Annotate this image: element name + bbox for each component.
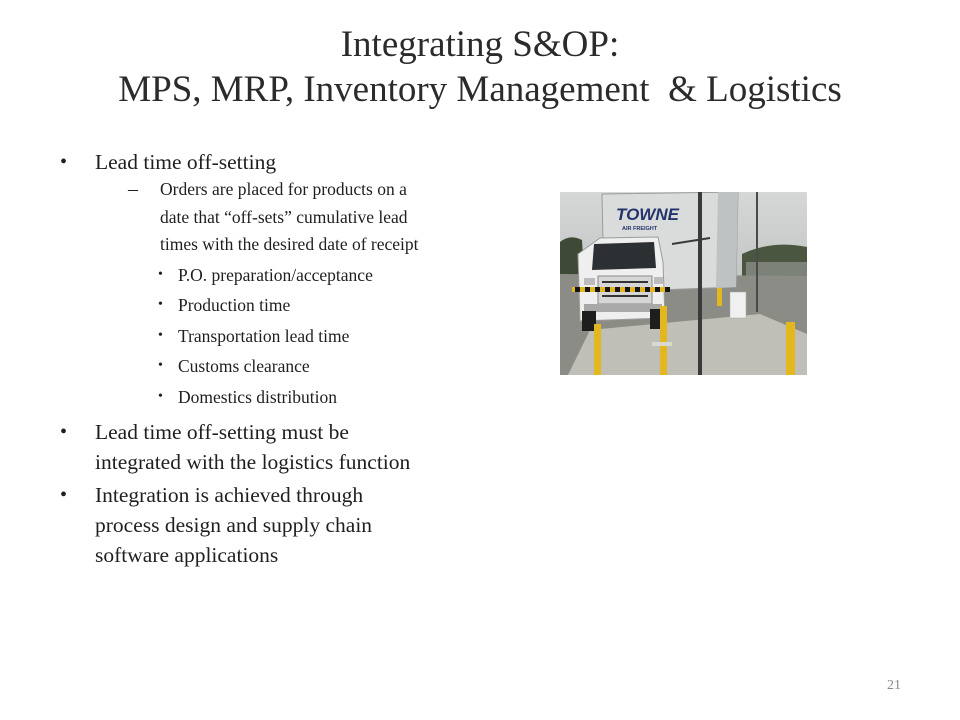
list-item-text: Customs clearance xyxy=(178,356,310,376)
bollard xyxy=(786,322,795,375)
page-number: 21 xyxy=(887,678,901,693)
title-line-1: Integrating S&OP: xyxy=(340,24,620,65)
dash-marker: – xyxy=(128,178,138,200)
bullet-text xyxy=(95,480,372,570)
list-item-text: Transportation lead time xyxy=(178,326,350,346)
bullet-line: software applications xyxy=(95,543,279,567)
sub-bullet-line: times with the desired date of receipt xyxy=(160,234,419,254)
bollard xyxy=(594,324,601,375)
windshield xyxy=(592,242,656,270)
trailer-side xyxy=(716,192,738,288)
bullet-text xyxy=(95,147,276,177)
barrier-arm xyxy=(572,287,670,292)
headlight xyxy=(654,277,663,284)
bollard xyxy=(717,288,722,306)
bullet-marker: • xyxy=(158,389,163,404)
truck-logo: TOWNE xyxy=(616,205,679,224)
sub-bullet-line: Orders are placed for products on a xyxy=(160,179,407,199)
pole-thin xyxy=(756,192,758,312)
bullet-line: Lead time off-setting must be xyxy=(95,420,349,444)
bullet-marker: • xyxy=(158,328,163,343)
bullet-line: Integration is achieved through xyxy=(95,483,364,507)
bullet-line: Lead time off-setting xyxy=(95,150,277,174)
bullet-marker: • xyxy=(158,297,163,312)
bullet-marker: • xyxy=(158,267,163,282)
bullet-line: process design and supply chain xyxy=(95,513,373,537)
bullet-marker: • xyxy=(60,151,68,173)
list-item-text: Production time xyxy=(178,295,291,315)
bullet-marker: • xyxy=(158,358,163,373)
title-line-2: MPS, MRP, Inventory Management & Logistics xyxy=(118,69,842,110)
sub-bullet-text xyxy=(160,176,419,259)
wheel xyxy=(582,311,596,331)
list-item-text: Domestics distribution xyxy=(178,387,337,407)
truck-photo xyxy=(560,192,807,375)
bullet-marker: • xyxy=(60,484,68,506)
list-item-text: P.O. preparation/acceptance xyxy=(178,265,373,285)
bollard xyxy=(660,306,667,375)
bullet-line: integrated with the logistics function xyxy=(95,450,411,474)
gate-box xyxy=(730,292,746,318)
slide-title xyxy=(0,22,960,112)
bullet-text xyxy=(95,417,410,477)
truck-logo-subtext: AIR FREIGHT xyxy=(622,226,658,232)
sub-bullet-line: date that “off-sets” cumulative lead xyxy=(160,206,408,227)
light-pole xyxy=(698,192,702,375)
headlight xyxy=(584,278,595,285)
curb xyxy=(652,342,672,346)
bullet-marker: • xyxy=(60,421,68,443)
